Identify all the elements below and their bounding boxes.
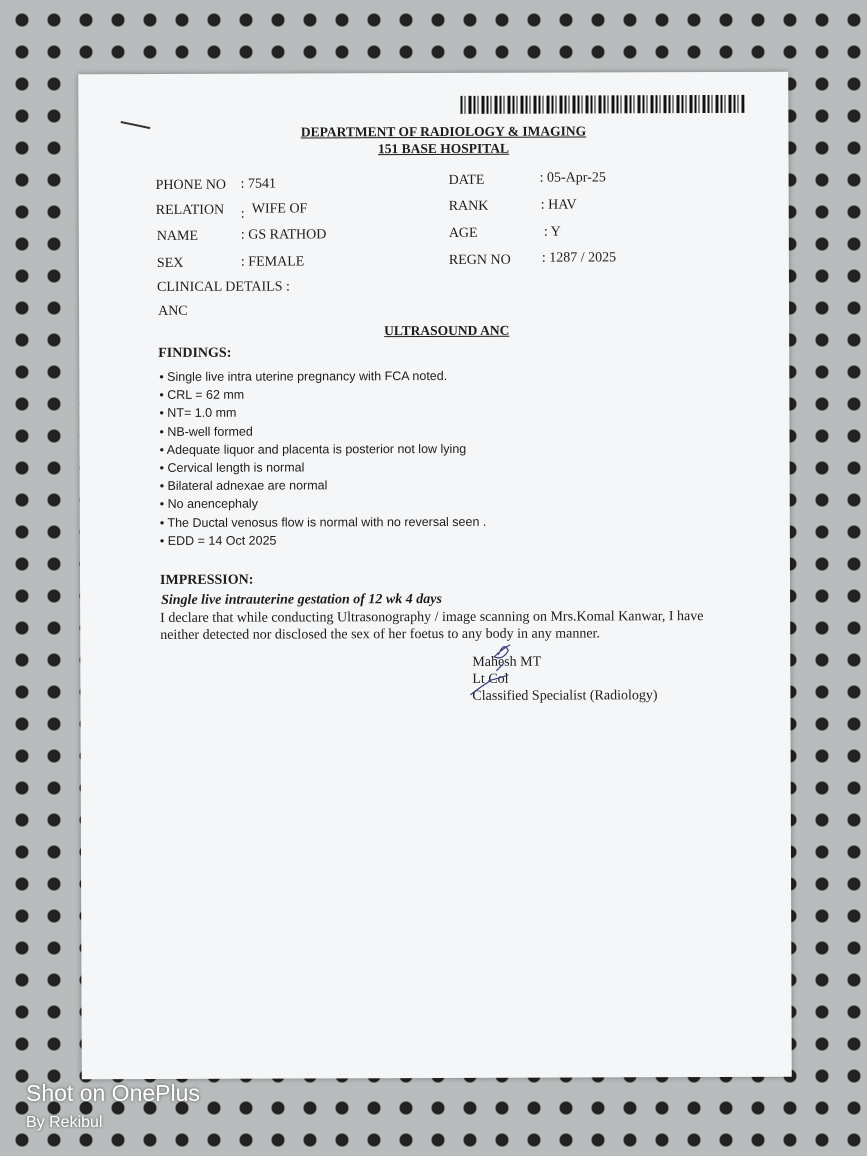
signature-title: Classified Specialist (Radiology) <box>472 688 658 704</box>
regn-value: : 1287 / 2025 <box>541 250 617 266</box>
signature-rank: Lt Col <box>472 671 509 687</box>
age-value: : Y <box>543 224 561 240</box>
finding-item: • EDD = 14 Oct 2025 <box>159 533 277 548</box>
relation-label: RELATION <box>155 202 225 218</box>
finding-item: • CRL = 62 mm <box>159 387 245 403</box>
barcode <box>460 95 744 114</box>
name-value: : GS RATHOD <box>240 227 327 243</box>
declaration-line-1: I declare that while conducting Ultrasonography / image scanning on Mrs.Komal Kanwar, I have <box>160 609 704 626</box>
clinical-details-value: ANC <box>158 303 188 319</box>
name-label: NAME <box>156 228 199 244</box>
regn-label: REGN NO <box>448 252 511 268</box>
finding-item: • The Ductal venosus flow is normal with no reversal seen . <box>159 514 487 530</box>
report-title: ULTRASOUND ANC <box>384 322 510 339</box>
finding-item: • Bilateral adnexae are normal <box>159 478 328 494</box>
date-label: DATE <box>448 172 485 188</box>
finding-item: • NB-well formed <box>159 424 253 439</box>
finding-item: • NT= 1.0 mm <box>159 406 237 421</box>
sex-value: : FEMALE <box>240 254 305 270</box>
finding-item: • Adequate liquor and placenta is posterior not low lying <box>159 441 467 457</box>
camera-watermark: Shot on OnePlus <box>26 1080 200 1106</box>
finding-item: • Single live intra uterine pregnancy with FCA noted. <box>159 368 448 384</box>
declaration-line-2: neither detected nor disclosed the sex of her foetus to any body in any manner. <box>160 626 600 643</box>
signature-name: Mahesh MT <box>472 654 542 670</box>
sex-label: SEX <box>156 255 184 271</box>
relation-colon: : <box>240 206 245 222</box>
report-paper <box>78 72 792 1079</box>
department-title: DEPARTMENT OF RADIOLOGY & IMAGING <box>300 123 587 140</box>
handwritten-signature <box>458 633 548 703</box>
phone-value: : 7541 <box>240 176 277 192</box>
age-label: AGE <box>448 225 478 241</box>
impression-heading: IMPRESSION: <box>159 572 254 588</box>
date-value: : 05-Apr-25 <box>539 170 606 186</box>
hospital-title: 151 BASE HOSPITAL <box>377 140 510 157</box>
phone-label: PHONE NO <box>155 177 227 193</box>
finding-item: • Cervical length is normal <box>159 460 305 475</box>
clinical-details-label: CLINICAL DETAILS : <box>156 279 290 295</box>
impression-text: Single live intrauterine gestation of 12 wk 4 days <box>161 591 442 608</box>
finding-item: • No anencephaly <box>159 497 258 512</box>
rank-label: RANK <box>448 198 489 214</box>
relation-value: WIFE OF <box>251 201 308 217</box>
rank-value: : HAV <box>540 197 577 213</box>
photographer-credit: By Rekibul <box>26 1114 103 1131</box>
findings-heading: FINDINGS: <box>158 345 232 361</box>
